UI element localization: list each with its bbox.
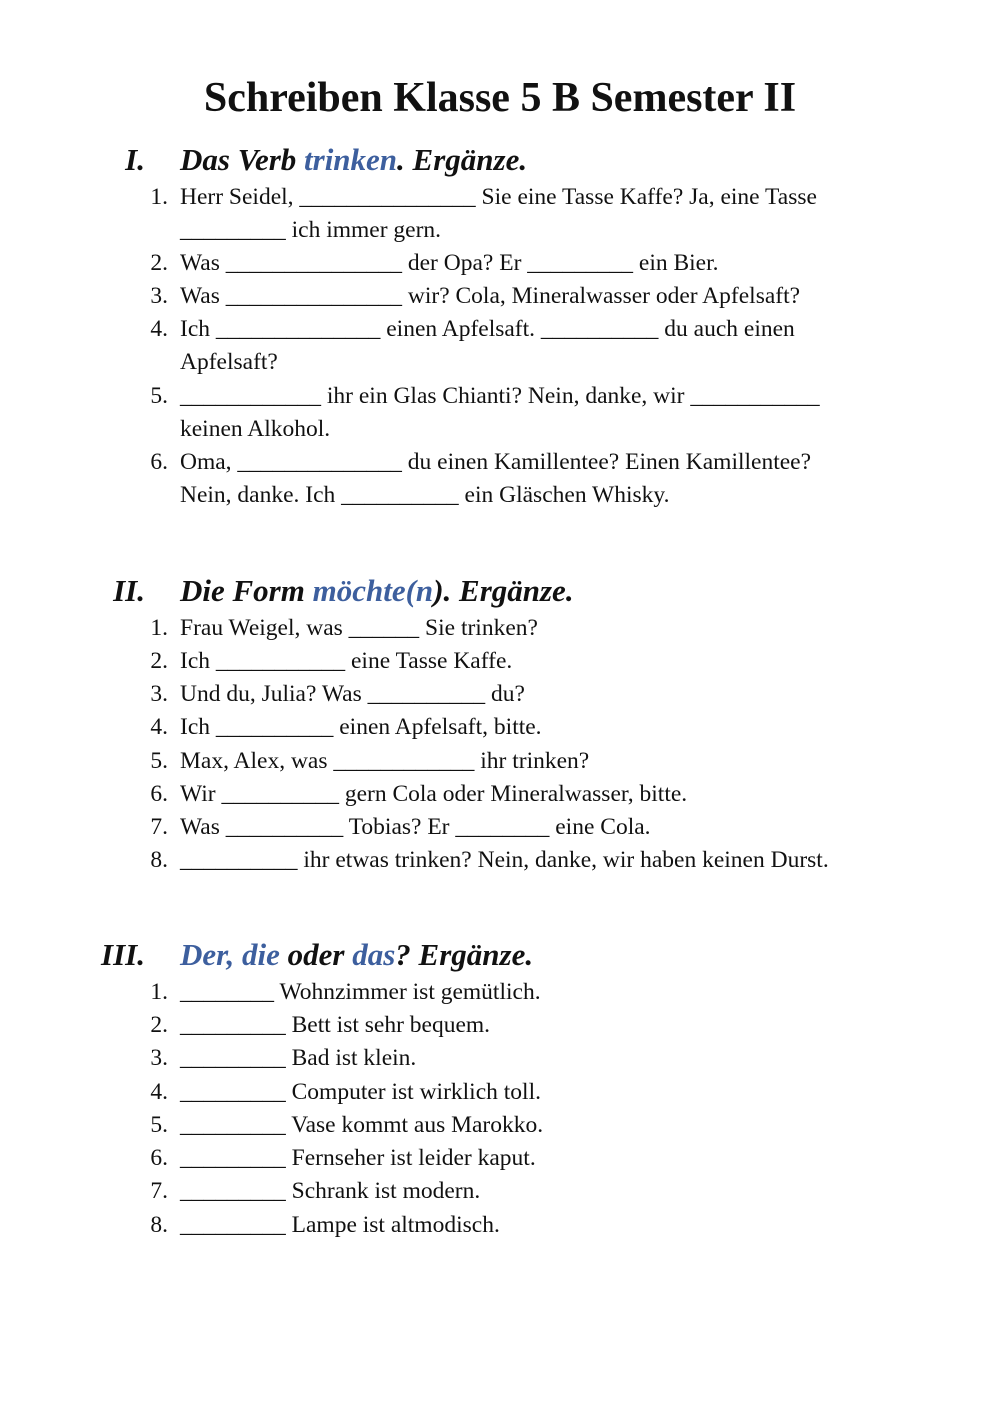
item-number: 1.	[150, 615, 168, 641]
item-text-continued: Nein, danke. Ich __________ ein Gläschen Whisky.	[180, 482, 670, 508]
item-number: 1.	[150, 184, 168, 210]
item-text: _________ Schrank ist modern.	[180, 1178, 481, 1204]
section-2-number: II.	[113, 573, 145, 608]
section-1-title	[180, 140, 527, 180]
section-1-number: I.	[125, 142, 145, 177]
item-text: Frau Weigel, was ______ Sie trinken?	[180, 615, 538, 641]
item-number: 7.	[150, 1178, 168, 1204]
item-text: Und du, Julia? Was __________ du?	[180, 681, 525, 707]
item-number: 2.	[150, 1012, 168, 1038]
section-3-title-d: ? Ergänze.	[395, 937, 534, 972]
item-text: _________ Bett ist sehr bequem.	[180, 1012, 491, 1038]
section-2-title-form: möchte(n	[312, 573, 434, 608]
section-1-title-c: . Ergänze.	[397, 142, 528, 177]
section-3-title-a: Der, die	[180, 937, 280, 972]
section-3-title	[180, 935, 533, 975]
item-number: 5.	[150, 748, 168, 774]
section-3-title-b: oder	[279, 937, 353, 972]
item-text: Ich ___________ eine Tasse Kaffe.	[180, 648, 513, 674]
section-3-title-c: das	[352, 937, 396, 972]
item-text: ________ Wohnzimmer ist gemütlich.	[180, 979, 541, 1005]
page-title: Schreiben Klasse 5 B Semester II	[203, 75, 797, 121]
item-number: 4.	[150, 316, 168, 342]
item-number: 4.	[150, 1079, 168, 1105]
item-text: _________ Fernseher ist leider kaput.	[180, 1145, 536, 1171]
item-text-continued: _________ ich immer gern.	[180, 217, 442, 243]
item-text: Was __________ Tobias? Er ________ eine Cola.	[180, 814, 651, 840]
item-text-continued: keinen Alkohol.	[180, 416, 331, 442]
section-3-number: III.	[101, 937, 145, 972]
section-2-title-c: ). Ergänze.	[433, 573, 574, 608]
item-number: 3.	[150, 681, 168, 707]
item-number: 2.	[150, 250, 168, 276]
item-number: 6.	[150, 449, 168, 475]
item-number: 1.	[150, 979, 168, 1005]
item-text: Was _______________ der Opa? Er _________ ein Bier.	[180, 250, 719, 276]
item-text: _________ Vase kommt aus Marokko.	[180, 1112, 544, 1138]
item-text: Herr Seidel, _______________ Sie eine Tasse Kaffe? Ja, eine Tasse	[180, 184, 817, 210]
item-number: 4.	[150, 714, 168, 740]
section-1-title-a: Das Verb	[180, 142, 305, 177]
item-number: 5.	[150, 383, 168, 409]
item-text: Ich ______________ einen Apfelsaft. __________ du auch einen	[180, 316, 795, 342]
item-number: 6.	[150, 781, 168, 807]
item-text-continued: Apfelsaft?	[180, 349, 278, 375]
item-text: Max, Alex, was ____________ ihr trinken?	[180, 748, 590, 774]
item-number: 6.	[150, 1145, 168, 1171]
item-text: Ich __________ einen Apfelsaft, bitte.	[180, 714, 542, 740]
item-number: 2.	[150, 648, 168, 674]
item-text: _________ Computer ist wirklich toll.	[180, 1079, 541, 1105]
item-number: 7.	[150, 814, 168, 840]
item-text: Wir __________ gern Cola oder Mineralwasser, bitte.	[180, 781, 688, 807]
item-number: 8.	[150, 847, 168, 873]
item-text: _________ Bad ist klein.	[180, 1045, 417, 1071]
item-text: ____________ ihr ein Glas Chianti? Nein, danke, wir ___________	[180, 383, 820, 409]
section-2-title-a: Die Form	[180, 573, 313, 608]
item-number: 8.	[150, 1212, 168, 1238]
item-text: Was _______________ wir? Cola, Mineralwasser oder Apfelsaft?	[180, 283, 801, 309]
item-text: Oma, ______________ du einen Kamillentee? Einen Kamillentee?	[180, 449, 812, 475]
section-2-title	[180, 571, 574, 611]
item-text: __________ ihr etwas trinken? Nein, danke, wir haben keinen Durst.	[180, 847, 829, 873]
item-number: 3.	[150, 1045, 168, 1071]
item-number: 5.	[150, 1112, 168, 1138]
section-1-title-verb: trinken	[304, 142, 398, 177]
item-number: 3.	[150, 283, 168, 309]
item-text: _________ Lampe ist altmodisch.	[180, 1212, 500, 1238]
